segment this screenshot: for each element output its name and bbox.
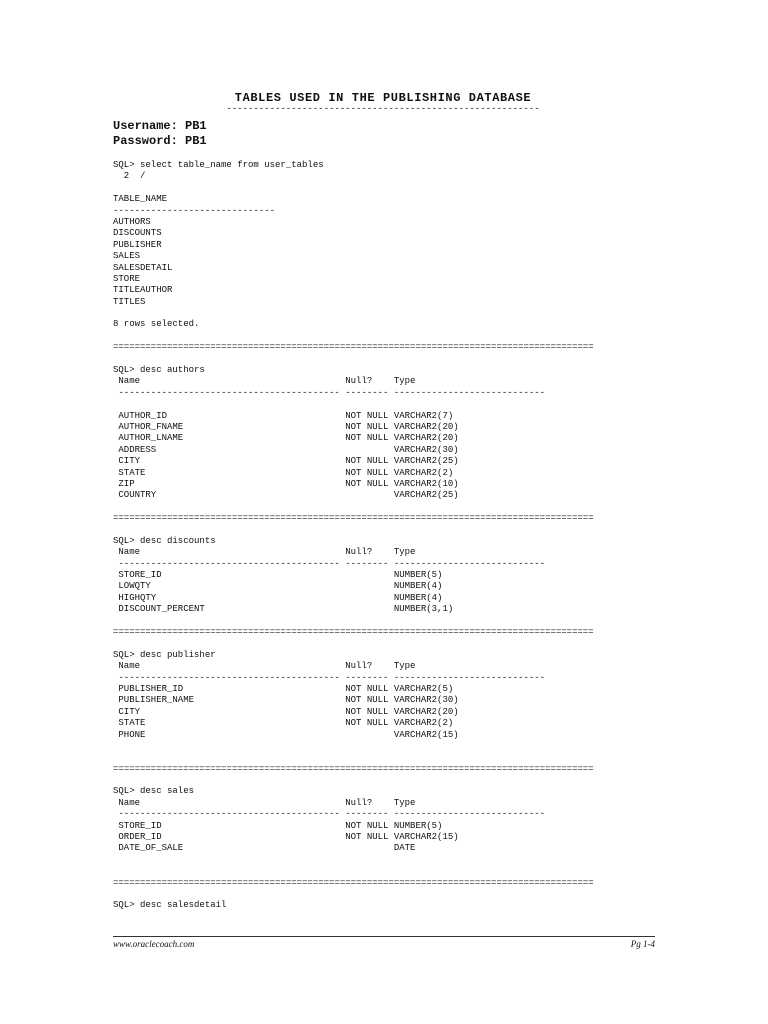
title-underline: ----------------------------------------------------------: [226, 104, 540, 114]
output-line: AUTHOR_ID NOT NULL VARCHAR2(7): [113, 410, 454, 421]
sql-command-line: SQL> desc authors: [113, 365, 205, 376]
output-line: STATE NOT NULL VARCHAR2(2): [113, 467, 454, 478]
output-line: Name Null? Type: [113, 661, 416, 672]
section-separator: =========================================================================================: [113, 627, 594, 638]
output-line: STORE: [113, 273, 141, 284]
blank-line: [113, 775, 658, 786]
blank-line: [113, 741, 658, 752]
footer-url: www.oraclecoach.com: [113, 939, 195, 949]
output-line: ----------------------------------------- -------- ----------------------------: [113, 809, 546, 820]
section-separator: =========================================================================================: [113, 763, 594, 774]
output-line: ADDRESS VARCHAR2(30): [113, 444, 459, 455]
sql-command-line: SQL> desc sales: [113, 786, 195, 797]
blank-line: [113, 502, 658, 513]
output-line: 8 rows selected.: [113, 319, 200, 330]
section-separator: =========================================================================================: [113, 877, 594, 888]
output-line: ----------------------------------------- -------- ----------------------------: [113, 387, 546, 398]
blank-line: [113, 331, 658, 342]
footer-page-number: Pg 1-4: [630, 939, 655, 949]
output-line: Name Null? Type: [113, 797, 416, 808]
output-line: SALES: [113, 251, 141, 262]
page-footer: [113, 936, 655, 951]
output-line: PUBLISHER: [113, 239, 162, 250]
output-line: ----------------------------------------- -------- ----------------------------: [113, 558, 546, 569]
output-line: DISCOUNTS: [113, 228, 162, 239]
output-line: AUTHOR_FNAME NOT NULL VARCHAR2(20): [113, 421, 459, 432]
output-line: DISCOUNT_PERCENT NUMBER(3,1): [113, 604, 454, 615]
credentials-block: [113, 119, 207, 149]
blank-line: [113, 354, 658, 365]
blank-line: [113, 866, 658, 877]
output-line: PUBLISHER_ID NOT NULL VARCHAR2(5): [113, 683, 454, 694]
blank-line: [113, 399, 658, 410]
blank-line: [113, 855, 658, 866]
output-line: ZIP NOT NULL VARCHAR2(10): [113, 478, 459, 489]
sql-command-line: SQL> select table_name from user_tables: [113, 160, 324, 170]
blank-line: [113, 308, 658, 319]
output-line: CITY NOT NULL VARCHAR2(20): [113, 706, 459, 717]
sql-command-line: SQL> desc salesdetail: [113, 900, 227, 911]
output-line: PHONE VARCHAR2(15): [113, 729, 459, 740]
output-line: ----------------------------------------- -------- ----------------------------: [113, 672, 546, 683]
output-line: ORDER_ID NOT NULL VARCHAR2(15): [113, 832, 459, 843]
blank-line: [113, 525, 658, 536]
output-line: TABLE_NAME: [113, 194, 168, 205]
blank-line: [113, 616, 658, 627]
blank-line: [113, 183, 658, 194]
blank-line: [113, 752, 658, 763]
section-separator: =========================================================================================: [113, 342, 594, 353]
output-line: TITLES: [113, 296, 146, 307]
password-line: Password: PB1: [113, 134, 207, 148]
sql-command-line: SQL> desc publisher: [113, 649, 216, 660]
output-line: Name Null? Type: [113, 547, 416, 558]
output-line: SALESDETAIL: [113, 262, 173, 273]
output-line: PUBLISHER_NAME NOT NULL VARCHAR2(30): [113, 695, 459, 706]
output-line: 2 /: [113, 171, 146, 182]
output-line: HIGHQTY NUMBER(4): [113, 592, 443, 603]
section-separator: =========================================================================================: [113, 513, 594, 524]
output-line: CITY NOT NULL VARCHAR2(25): [113, 456, 459, 467]
sql-command-line: SQL> desc discounts: [113, 535, 216, 546]
output-line: Name Null? Type: [113, 376, 416, 387]
output-line: STORE_ID NOT NULL NUMBER(5): [113, 820, 443, 831]
output-line: DATE_OF_SALE DATE: [113, 843, 416, 854]
blank-line: [113, 889, 658, 900]
blank-line: [113, 638, 658, 649]
output-line: AUTHOR_LNAME NOT NULL VARCHAR2(20): [113, 433, 459, 444]
output-line: LOWQTY NUMBER(4): [113, 581, 443, 592]
output-line: COUNTRY VARCHAR2(25): [113, 490, 459, 501]
output-line: ------------------------------: [113, 205, 276, 216]
output-line: TITLEAUTHOR: [113, 285, 173, 296]
output-line: STORE_ID NUMBER(5): [113, 570, 443, 581]
sql-output-body: [113, 160, 658, 912]
output-line: STATE NOT NULL VARCHAR2(2): [113, 718, 454, 729]
document-title: TABLES USED IN THE PUBLISHING DATABASE: [234, 91, 532, 105]
output-line: AUTHORS: [113, 216, 151, 227]
username-line: Username: PB1: [113, 119, 207, 133]
